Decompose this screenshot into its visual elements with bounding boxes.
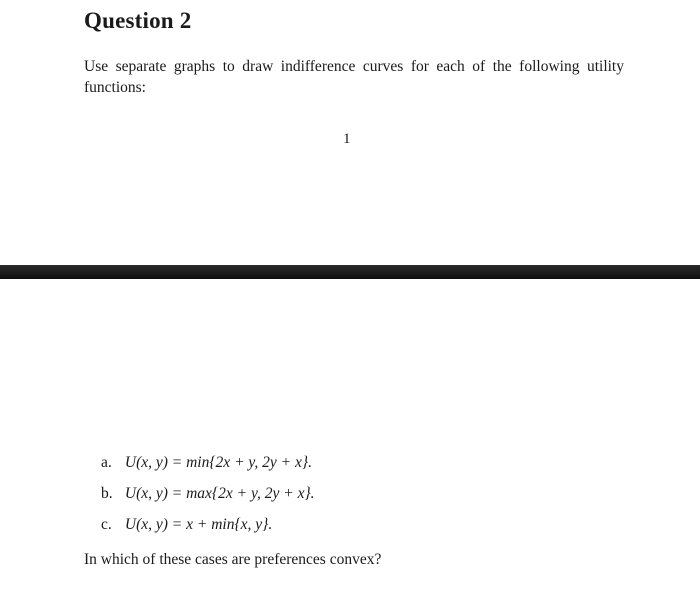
part-a (101, 452, 315, 483)
part-c (101, 514, 315, 545)
part-c-label: c. (101, 516, 112, 533)
part-b (101, 483, 315, 514)
page-number: 1 (343, 131, 351, 147)
page-divider (0, 265, 700, 279)
question-intro: Use separate graphs to draw indifference curves for each of the following utility functions: (84, 58, 624, 96)
part-b-formula: U(x, y) = max{2x + y, 2y + x}. (124, 485, 315, 502)
convexity-question: In which of these cases are preferences convex? (84, 551, 382, 568)
part-b-label: b. (101, 485, 113, 502)
part-a-formula: U(x, y) = min{2x + y, 2y + x}. (124, 454, 312, 471)
part-a-label: a. (101, 454, 112, 471)
parts-list (101, 452, 315, 545)
question-heading: Question 2 (84, 8, 192, 33)
part-c-formula: U(x, y) = x + min{x, y}. (124, 516, 273, 533)
